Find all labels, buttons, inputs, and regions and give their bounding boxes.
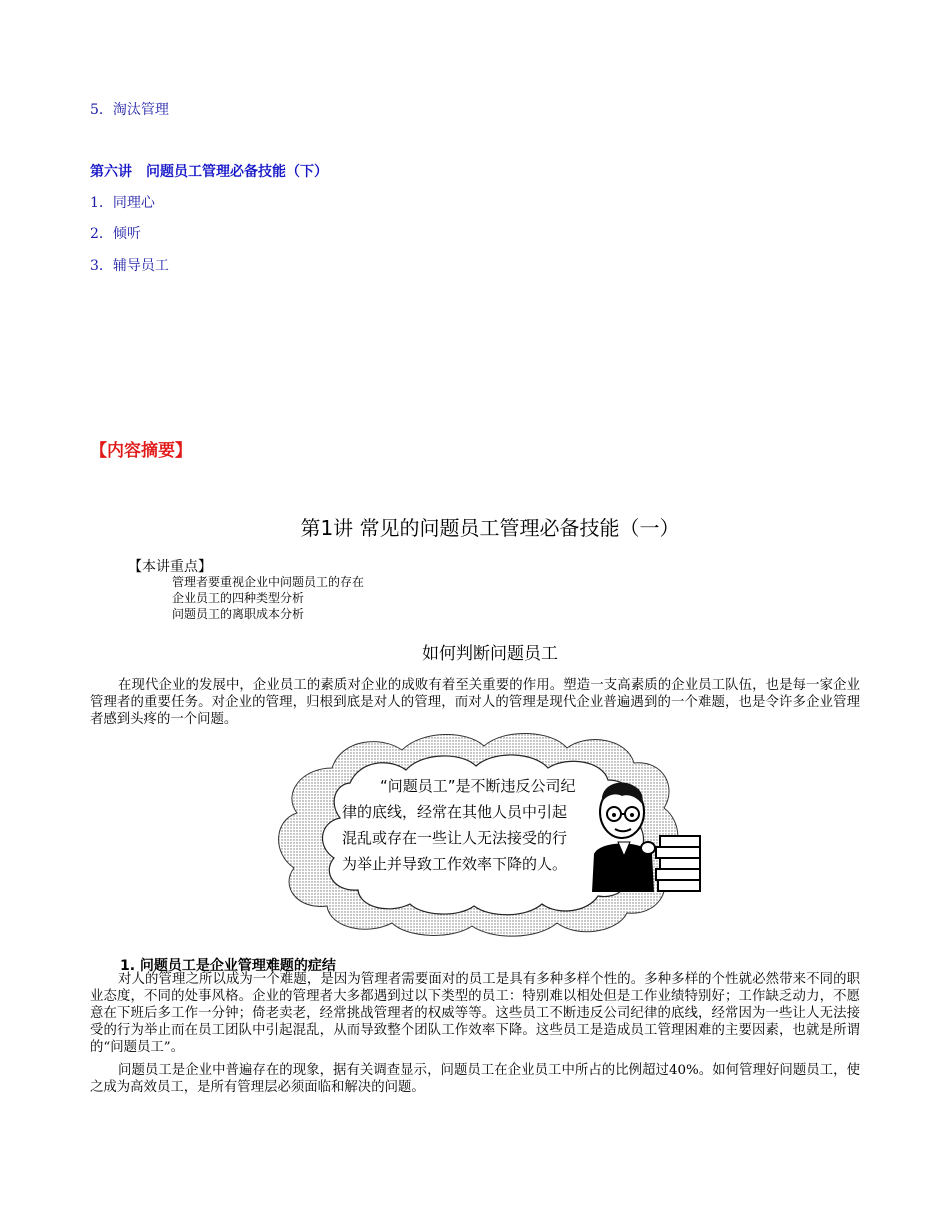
content-summary-label: 【内容摘要】 (90, 441, 192, 461)
subsection-heading: 1. 问题员工是企业管理难题的症结 (120, 958, 336, 974)
keypoint-item: 问题员工的离职成本分析 (172, 607, 305, 621)
keypoint-item: 企业员工的四种类型分析 (172, 591, 305, 605)
keypoints-label: 【本讲重点】 (128, 559, 212, 575)
keypoint-item: 管理者要重视企业中问题员工的存在 (172, 575, 365, 589)
section-title: 如何判断问题员工 (422, 644, 558, 664)
toc-lecture6-heading: 第六讲 问题员工管理必备技能（下） (90, 164, 328, 180)
toc-item-elimination-management: 5．淘汰管理 (90, 102, 169, 118)
problem-employee-definition: “问题员工”是不断违反公司纪律的底线，经常在其他人员中引起混乱或存在一些让人无法接受的行为举止并导致工作效率下降的人。 (342, 777, 576, 873)
intro-paragraph: 在现代企业的发展中，企业员工的素质对企业的成败有着至关重要的作用。塑造一支高素质的企业员工队伍，也是每一家企业管理者的重要任务。对企业的管理，归根到底是对人的管理，而对人的管理是现代企业普遍遇到的一个难题，也是令许多企业管理者感到头疼的一个问题。 (90, 678, 860, 727)
toc-item-listening: 2．倾听 (90, 226, 141, 242)
body-paragraph-1: 对人的管理之所以成为一个难题，是因为管理者需要面对的员工是具有多种多样个性的。多种多样的个性就必然带来不同的职业态度，不同的处事风格。企业的管理者大多都遇到过以下类型的员工：特别难以相处但是工作业绩特别好；工作缺乏动力，不愿意在下班后多工作一分钟；倚老卖老，经常挑战管理者的权威等等。这些员工不断违反公司纪律的底线，经常因为一些让人无法接受的行为举止而在员工团队中引起混乱，从而导致整个团队工作效率下降。这些员工是造成员工管理困难的主要因素，也就是所谓的“问题员工”。 (90, 972, 860, 1055)
professor-icon (582, 774, 704, 892)
toc-item-empathy: 1．同理心 (90, 195, 155, 211)
toc-item-coaching: 3．辅导员工 (90, 258, 169, 274)
professor-with-books-illustration (582, 774, 704, 892)
body-paragraph-2: 问题员工是企业中普遍存在的现象，据有关调查显示，问题员工在企业员工中所占的比例超过40%。如何管理好问题员工，使之成为高效员工，是所有管理层必须面临和解决的问题。 (90, 1063, 860, 1095)
lecture-title: 第1讲 常见的问题员工管理必备技能（一） (300, 516, 680, 540)
